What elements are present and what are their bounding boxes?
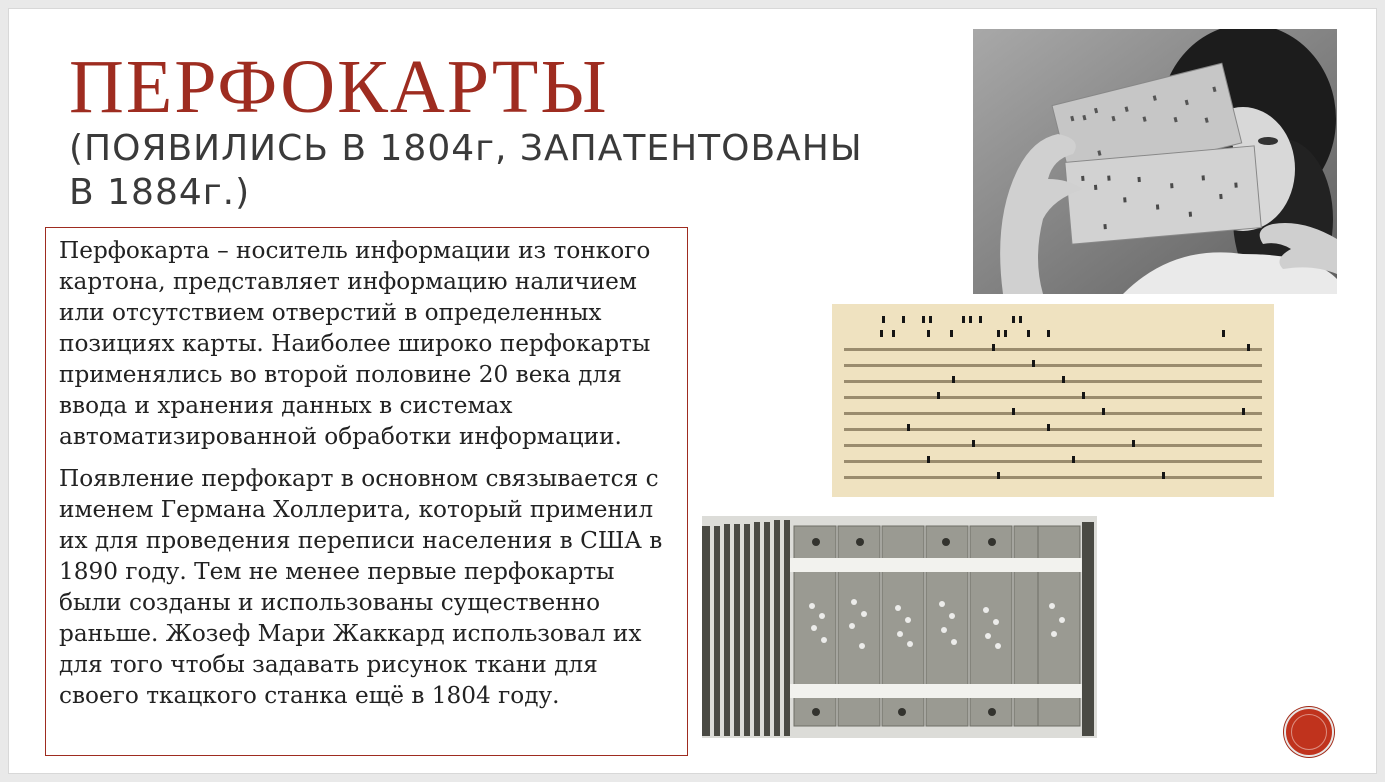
woman-holding-punched-cards-photo <box>973 29 1337 294</box>
ibm-punched-card-photo <box>832 304 1274 497</box>
circle-button-icon[interactable] <box>1284 707 1334 757</box>
slide-title: ПЕРФОКАРТЫ <box>69 45 609 129</box>
jacquard-loom-cards-photo <box>702 516 1097 738</box>
paragraph-definition: Перфокарта – носитель информации из тонкого картона, представляет информацию наличием или отсутствием отверстий в определенных позициях карты. Наиболее широко перфокарты применялись во второй половине 20 века для ввода и хранения данных в системах автоматизированной обработки информации. <box>59 237 651 450</box>
slide-subtitle: (ПОЯВИЛИСЬ В 1804г, ЗАПАТЕНТОВАНЫ В 1884г.) <box>69 128 863 213</box>
description-text-box <box>45 227 688 756</box>
paragraph-history: Появление перфокарт в основном связывается с именем Германа Холлерита, который применил их для проведения переписи населения в США в 1890 году. Тем не менее первые перфокарты были созданы и использованы существенно раньше. Жозеф Мари Жаккард использовал их для того чтобы задавать рисунок ткани для своего ткацкого станка ещё в 1804 году. <box>59 465 663 709</box>
slide <box>8 8 1377 774</box>
